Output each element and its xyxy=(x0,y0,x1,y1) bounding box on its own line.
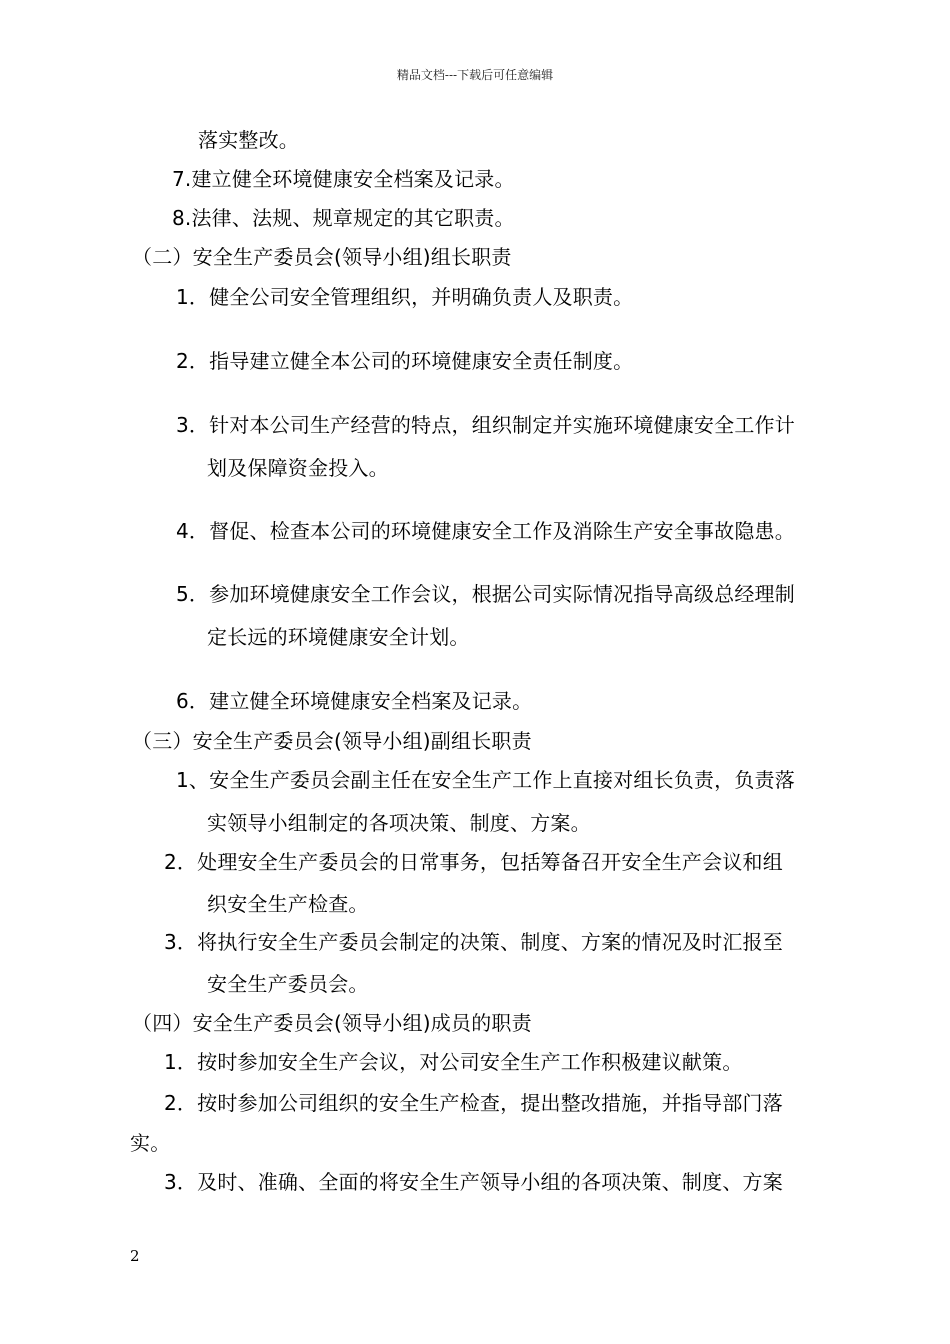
text-line: 2．按时参加公司组织的安全生产检查，提出整改措施，并指导部门落 xyxy=(164,1091,783,1115)
page-number: 2 xyxy=(130,1247,140,1265)
text-line: 5．参加环境健康安全工作会议，根据公司实际情况指导高级总经理制 xyxy=(176,582,795,606)
text-line: 7.建立健全环境健康安全档案及记录。 xyxy=(172,167,515,191)
text-line: 2．处理安全生产委员会的日常事务，包括筹备召开安全生产会议和组 xyxy=(164,850,783,874)
text-line: 实。 xyxy=(130,1131,171,1155)
text-line: 4．督促、检查本公司的环境健康安全工作及消除生产安全事故隐患。 xyxy=(176,519,795,543)
text-line: 3．将执行安全生产委员会制定的决策、制度、方案的情况及时汇报至 xyxy=(164,930,783,954)
text-line: 实领导小组制定的各项决策、制度、方案。 xyxy=(207,811,591,835)
text-line: 1．按时参加安全生产会议，对公司安全生产工作积极建议献策。 xyxy=(164,1050,743,1074)
section-heading: （二）安全生产委员会(领导小组)组长职责 xyxy=(132,245,512,269)
text-line: 8.法律、法规、规章规定的其它职责。 xyxy=(172,206,515,230)
text-line: 2．指导建立健全本公司的环境健康安全责任制度。 xyxy=(176,349,634,373)
section-heading: （三）安全生产委员会(领导小组)副组长职责 xyxy=(132,729,532,753)
text-line: 6．建立健全环境健康安全档案及记录。 xyxy=(176,689,533,713)
section-heading: （四）安全生产委员会(领导小组)成员的职责 xyxy=(132,1011,532,1035)
text-line: 3．针对本公司生产经营的特点，组织制定并实施环境健康安全工作计 xyxy=(176,413,795,437)
text-line: 1、安全生产委员会副主任在安全生产工作上直接对组长负责，负责落 xyxy=(176,768,795,792)
text-line: 3．及时、准确、全面的将安全生产领导小组的各项决策、制度、方案 xyxy=(164,1170,783,1194)
text-line: 1．健全公司安全管理组织，并明确负责人及职责。 xyxy=(176,285,634,309)
page-header: 精品文档---下载后可任意编辑 xyxy=(396,68,554,82)
text-line: 落实整改。 xyxy=(198,128,299,152)
text-line: 划及保障资金投入。 xyxy=(207,456,389,480)
text-line: 安全生产委员会。 xyxy=(207,972,369,996)
text-line: 定长远的环境健康安全计划。 xyxy=(207,625,470,649)
text-line: 织安全生产检查。 xyxy=(207,892,369,916)
